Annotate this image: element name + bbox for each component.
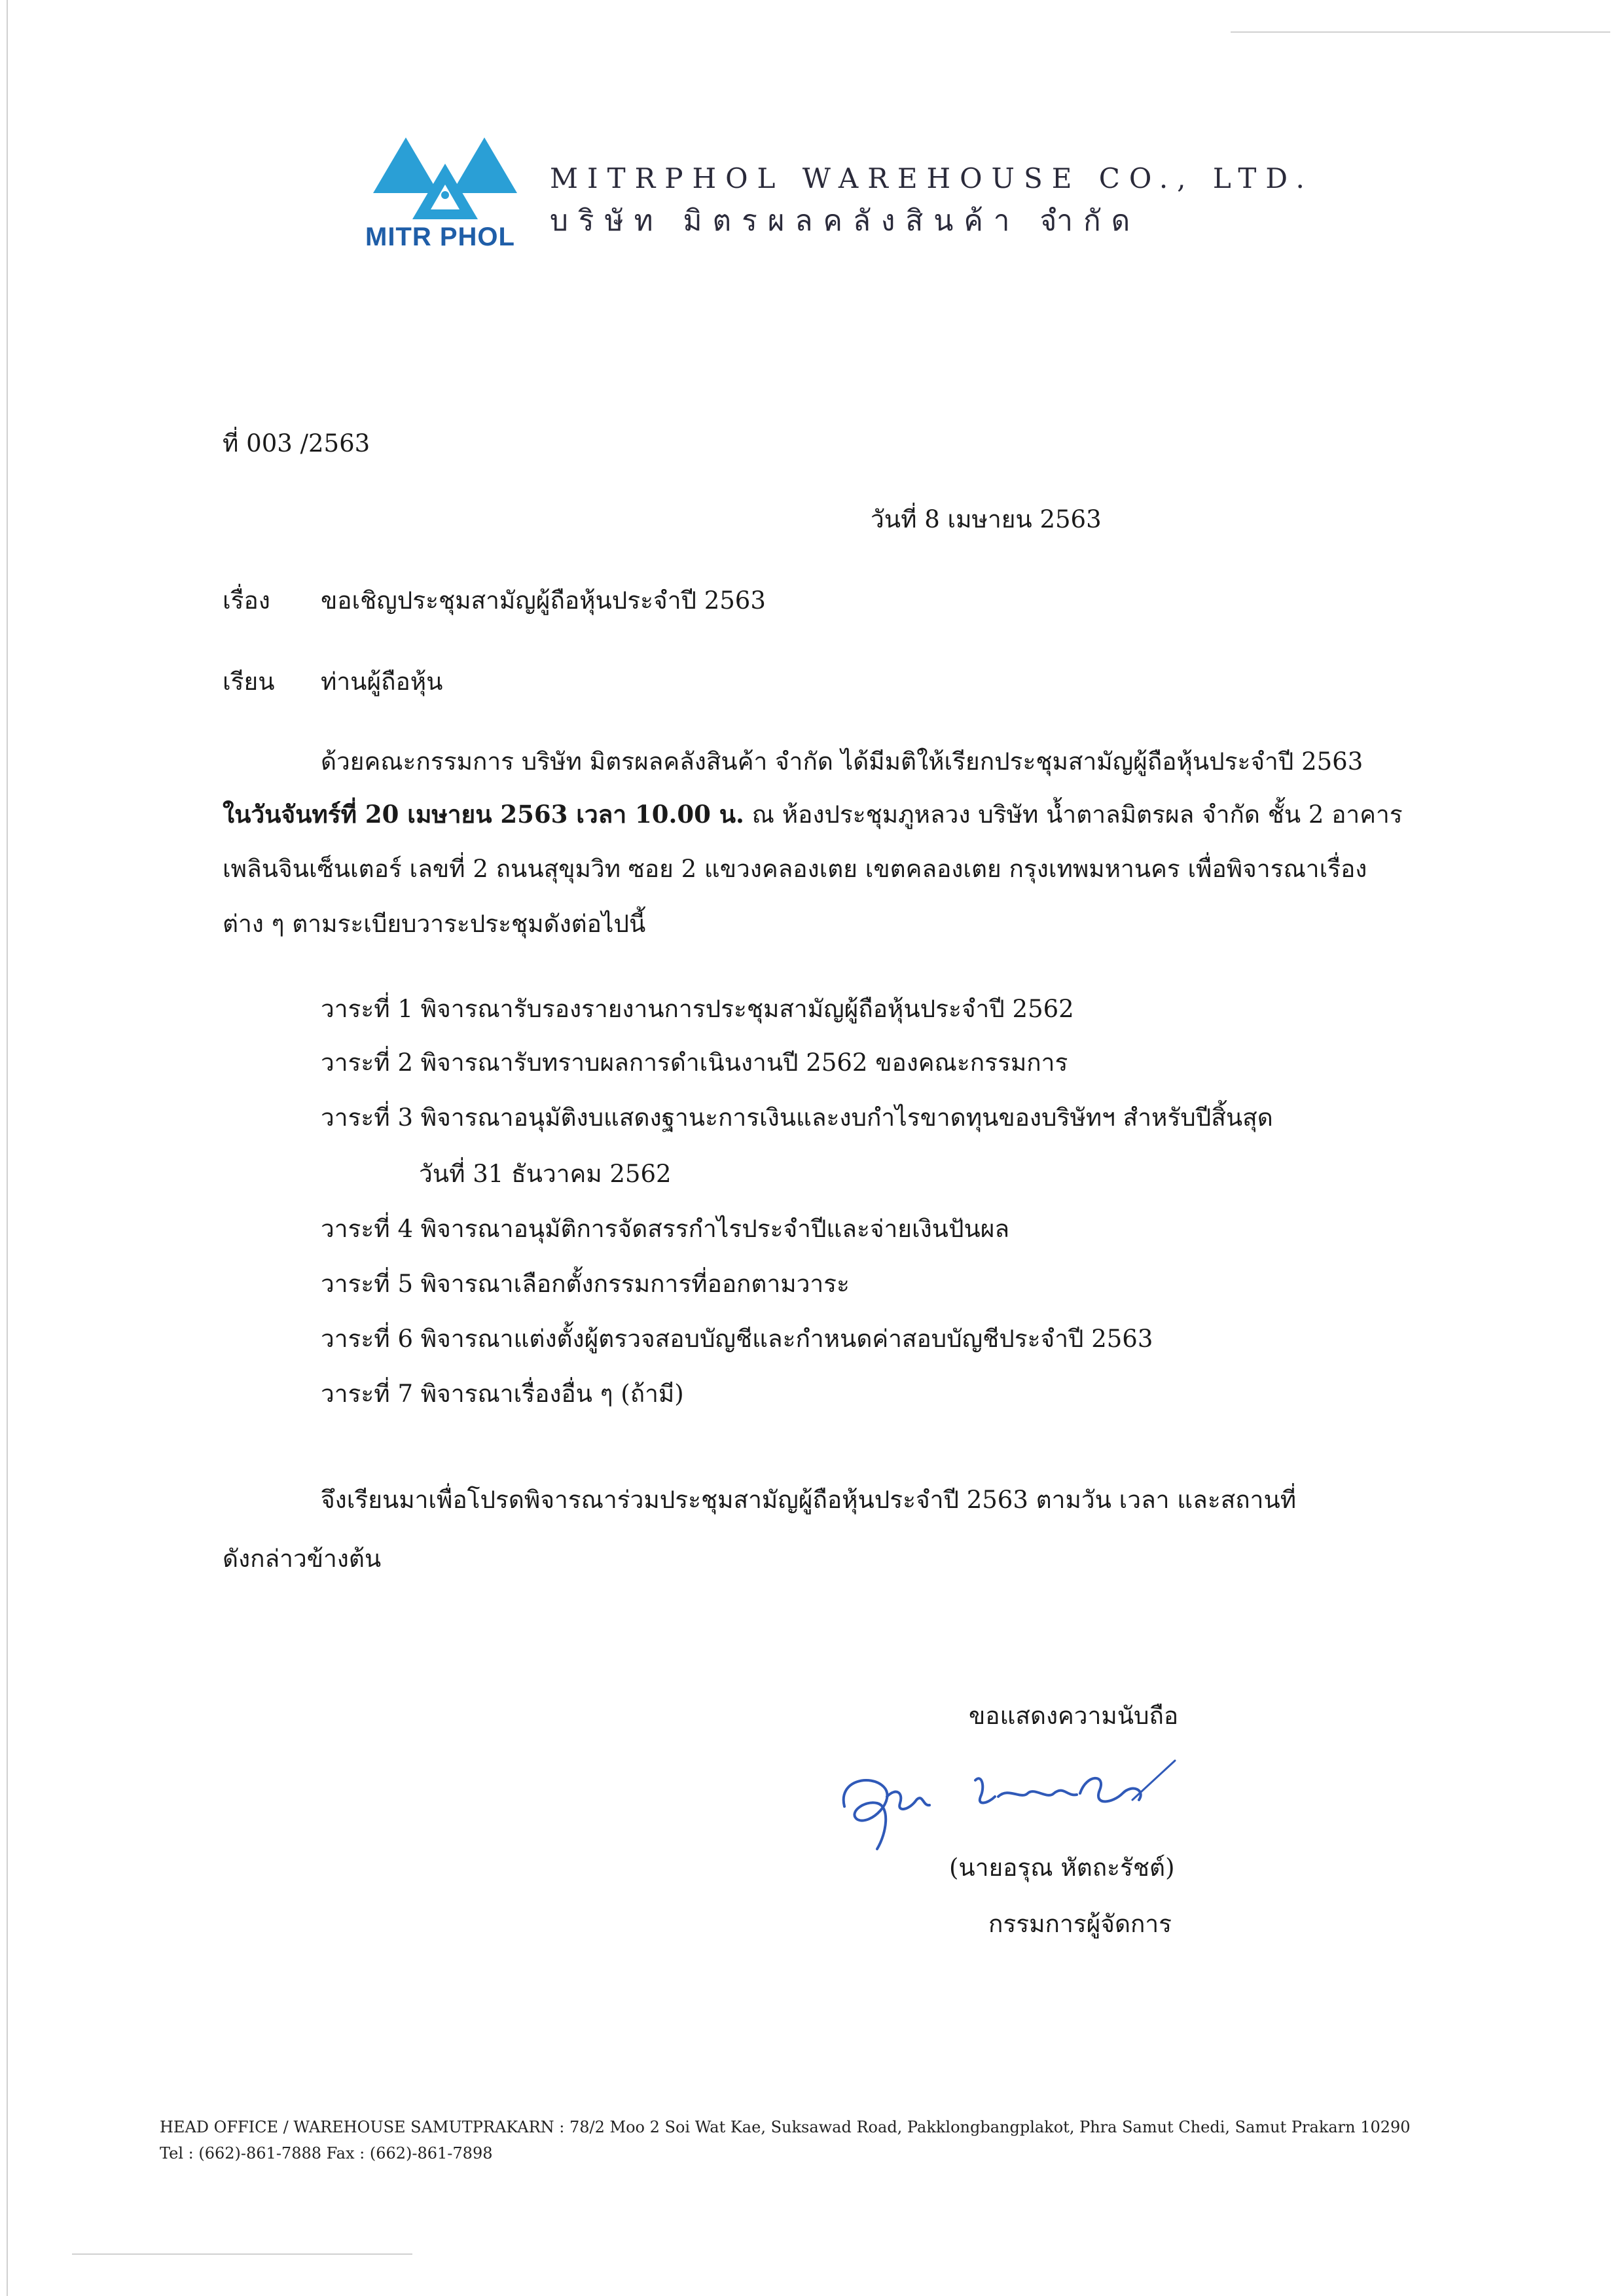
salutation-text: ท่านผู้ถือหุ้น [321, 668, 443, 696]
signer-name: (นายอรุณ หัตถะรัชต์) [949, 1854, 1175, 1882]
company-name-en: MITRPHOL WAREHOUSE CO., LTD. [550, 162, 1314, 194]
body-line-3: เพลินจินเซ็นเตอร์ เลขที่ 2 ถนนสุขุมวิท ซอย 2 แขวงคลองเตย เขตคลองเตย กรุงเทพมหานคร เพื่อพิจารณาเรื่อง [223, 855, 1367, 883]
meeting-venue: ณ ห้องประชุมภูหลวง บริษัท น้ำตาลมิตรผล จำกัด ชั้น 2 อาคาร [744, 800, 1403, 829]
logo-wordmark: MITR PHOL [365, 223, 515, 251]
agenda-item: วาระที่ 2 พิจารณารับทราบผลการดำเนินงานปี 2562 ของคณะกรรมการ [321, 1049, 1068, 1077]
agenda-item: วาระที่ 5 พิจารณาเลือกตั้งกรรมการที่ออกตามวาระ [321, 1270, 850, 1298]
scan-edge-top-right [1231, 31, 1610, 33]
footer-address: HEAD OFFICE / WAREHOUSE SAMUTPRAKARN : 78/2 Moo 2 Soi Wat Kae, Suksawad Road, Pakklongbangplakot, Phra Samut Chedi, Samut Prakarn 10290 [160, 2118, 1411, 2136]
letter-date: วันที่ 8 เมษายน 2563 [871, 505, 1102, 533]
footer-contact: Tel : (662)-861-7888 Fax : (662)-861-7898 [160, 2144, 493, 2162]
signer-title: กรรมการผู้จัดการ [988, 1910, 1172, 1938]
agenda-item: วาระที่ 1 พิจารณารับรองรายงานการประชุมสามัญผู้ถือหุ้นประจำปี 2562 [321, 995, 1074, 1023]
closing-line-2: ดังกล่าวข้างต้น [223, 1545, 382, 1573]
body-line-2 [223, 800, 1403, 829]
company-name-th: บริษัท มิตรผลคลังสินค้า จำกัด [550, 204, 1141, 238]
meeting-datetime: ในวันจันทร์ที่ 20 เมษายน 2563 เวลา 10.00 น. [223, 800, 744, 829]
scan-edge-left [7, 0, 8, 2296]
closing-line-1: จึงเรียนมาเพื่อโปรดพิจารณาร่วมประชุมสามัญผู้ถือหุ้นประจำปี 2563 ตามวัน เวลา และสถานที่ [321, 1486, 1297, 1514]
subject-label: เรื่อง [223, 586, 270, 615]
scan-edge-bottom-left [72, 2253, 412, 2255]
agenda-item-continuation: วันที่ 31 ธันวาคม 2562 [419, 1160, 672, 1188]
body-line-4: ต่าง ๆ ตามระเบียบวาระประชุมดังต่อไปนี้ [223, 910, 646, 938]
agenda-item: วาระที่ 3 พิจารณาอนุมัติงบแสดงฐานะการเงินและงบกำไรขาดทุนของบริษัทฯ สำหรับปีสิ้นสุด [321, 1103, 1273, 1132]
signature-image [825, 1734, 1191, 1865]
body-line-1: ด้วยคณะกรรมการ บริษัท มิตรผลคลังสินค้า จำกัด ได้มีมติให้เรียกประชุมสามัญผู้ถือหุ้นประจำปี 2563 [321, 747, 1363, 776]
agenda-item: วาระที่ 4 พิจารณาอนุมัติการจัดสรรกำไรประจำปีและจ่ายเงินปันผล [321, 1215, 1010, 1243]
agenda-item: วาระที่ 6 พิจารณาแต่งตั้งผู้ตรวจสอบบัญชีและกำหนดค่าสอบบัญชีประจำปี 2563 [321, 1325, 1153, 1353]
agenda-item: วาระที่ 7 พิจารณาเรื่องอื่น ๆ (ถ้ามี) [321, 1380, 684, 1408]
subject-text: ขอเชิญประชุมสามัญผู้ถือหุ้นประจำปี 2563 [321, 586, 766, 615]
reference-number: ที่ 003 /2563 [223, 429, 370, 457]
regards-text: ขอแสดงความนับถือ [969, 1702, 1179, 1730]
salutation-label: เรียน [223, 668, 275, 696]
